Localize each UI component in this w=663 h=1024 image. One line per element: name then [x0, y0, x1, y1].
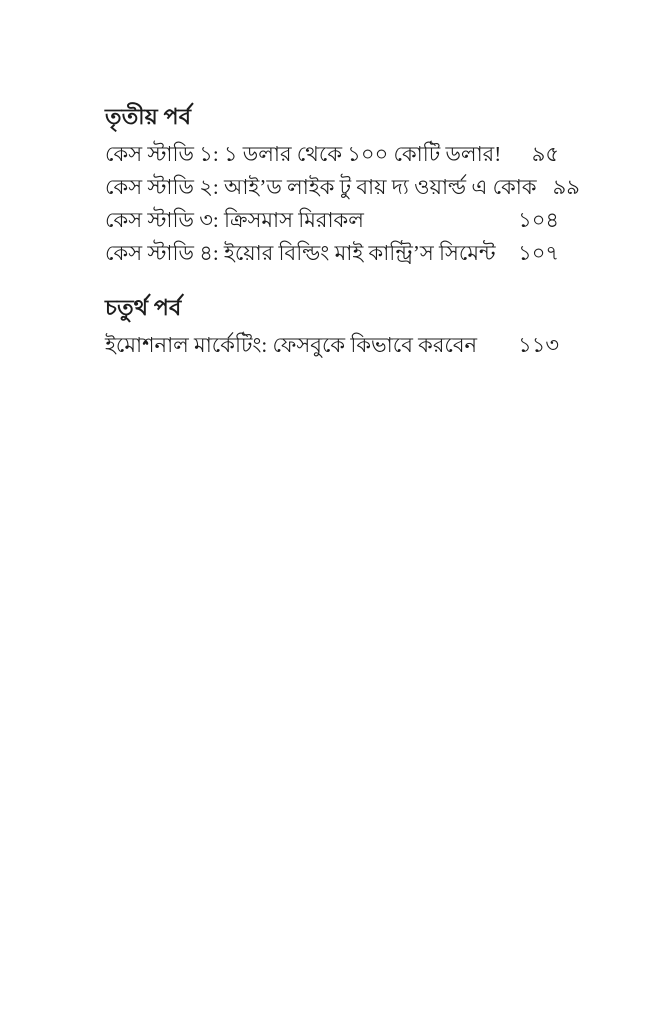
toc-entry-page-number: ১০৭ — [518, 241, 559, 265]
toc-entry-page-number: ৯৯ — [552, 175, 580, 199]
toc-entry-title: ইমোশনাল মার্কেটিং: ফেসবুকে কিভাবে করবেন — [105, 333, 478, 357]
toc-entry-title: কেস স্টাডি ১: ১ ডলার থেকে ১০০ কোটি ডলার! — [105, 142, 502, 166]
toc-row — [105, 171, 580, 204]
toc-entry-page-number: ১১৩ — [518, 333, 559, 357]
toc-row — [105, 329, 559, 362]
toc-section-fourth-part — [105, 291, 559, 362]
toc-entry-page-number: ৯৫ — [531, 142, 559, 166]
section-heading: তৃতীয় পর্ব — [105, 104, 192, 129]
toc-row — [105, 204, 559, 237]
toc-row — [105, 138, 559, 171]
toc-entry-title: কেস স্টাডি ২: আই’ড লাইক টু বায় দ্য ওয়ার্ল্ড এ কোক — [105, 175, 537, 199]
table-of-contents — [105, 100, 580, 362]
toc-row — [105, 237, 559, 270]
toc-entry-page-number: ১০৪ — [518, 208, 559, 232]
toc-section-third-part — [105, 100, 580, 270]
toc-entry-title: কেস স্টাডি ৪: ইয়োর বিল্ডিং মাই কান্ট্রি’স সিমেন্ট — [105, 241, 496, 265]
toc-entry-title: কেস স্টাডি ৩: ক্রিসমাস মিরাকল — [105, 208, 364, 232]
section-heading: চতুর্থ পর্ব — [105, 295, 182, 320]
